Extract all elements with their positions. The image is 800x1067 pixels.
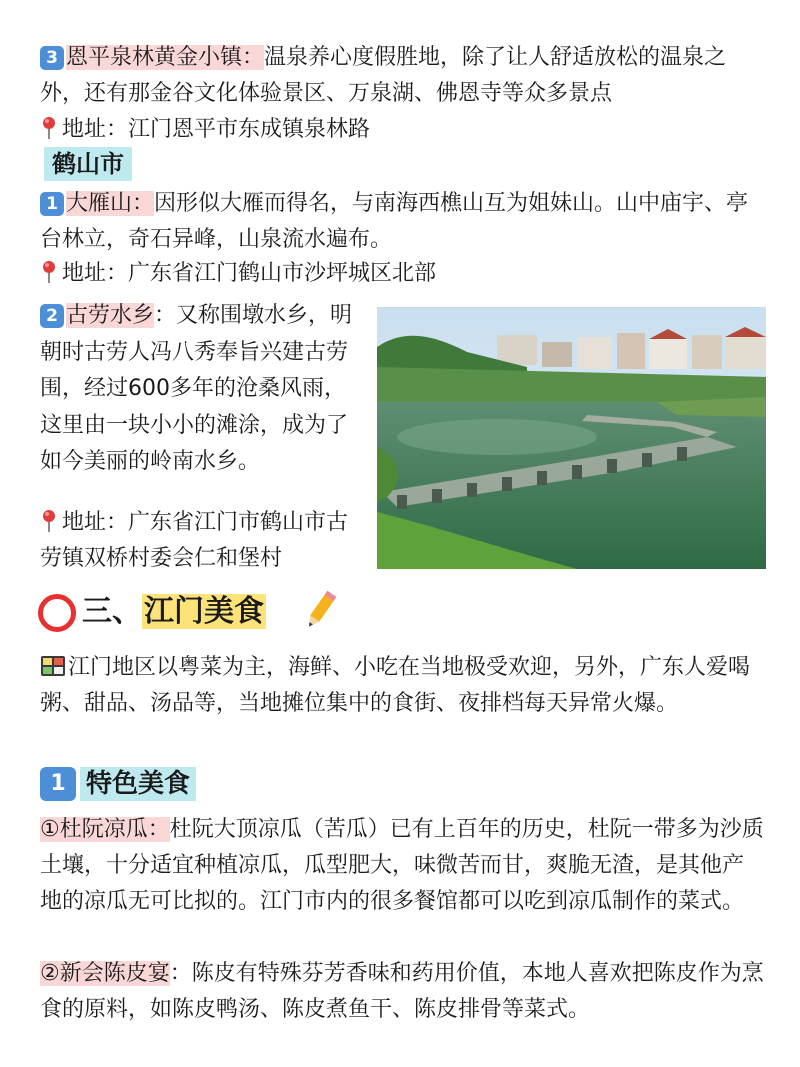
food-item (40, 812, 765, 920)
address-text: 地址：广东省江门市鹤山市古劳镇双桥村委会仁和堡村 (40, 510, 349, 571)
dayan-spot (40, 186, 765, 258)
intro-paragraph (40, 650, 765, 722)
spot-name: 恩平泉林黄金小镇： (66, 45, 265, 70)
food-name: ①杜阮凉瓜： (40, 817, 170, 842)
number-badge: 1 (40, 192, 64, 216)
intro-text: 江门地区以粤菜为主，海鲜、小吃在当地极受欢迎，另外，广东人爱喝粥、甜品、汤品等，当地摊位集中的食街、夜排档每天异常火爆。 (40, 655, 751, 716)
pencil-icon (300, 588, 340, 632)
food-desc: ：陈皮有特殊芬芳香味和药用价值，本地人喜欢把陈皮作为烹食的原料，如陈皮鸭汤、陈皮煮鱼干、陈皮排骨等菜式。 (40, 961, 764, 1022)
location-pin-icon (40, 509, 58, 533)
spot-desc: 因形似大雁而得名，与南海西樵山互为姐妹山。山中庙宇、亭台林立，奇石异峰，山泉流水遍布。 (40, 191, 749, 252)
red-circle-icon (38, 594, 76, 632)
number-badge: 1 (40, 767, 76, 801)
spot-desc: ：又称围墩水乡，明朝时古劳人冯八秀奉旨兴建古劳围，经过600多年的沧桑风雨，这里由一块小小的滩涂，成为了如今美丽的岭南水乡。 (40, 303, 353, 474)
address-text: 地址：广东省江门鹤山市沙坪城区北部 (62, 261, 437, 286)
section-title-text: 江门美食 (144, 594, 264, 629)
section-title (82, 590, 266, 634)
number-badge: 3 (40, 46, 64, 70)
food-item (40, 956, 765, 1028)
address-text: 地址：江门恩平市东成镇泉林路 (62, 117, 371, 142)
sub-heading-label: 特色美食 (80, 767, 196, 801)
location-pin-icon (40, 260, 58, 284)
enping-address (40, 112, 765, 148)
food-desc: 杜阮大顶凉瓜（苦瓜）已有上百年的历史，杜阮一带多为沙质土壤，十分适宜种植凉瓜，瓜型肥大，味微苦而甘，爽脆无渣，是其他产地的凉瓜无可比拟的。江门市内的很多餐馆都可以吃到凉瓜制作的菜式。 (40, 817, 764, 914)
gulao-spot (40, 298, 366, 481)
spot-desc: 温泉养心度假胜地，除了让人舒适放松的温泉之外，还有那金谷文化体验景区、万泉湖、佛恩寺等众多景点 (40, 45, 727, 106)
location-pin-icon (40, 116, 58, 140)
spot-name: 古劳水乡 (66, 303, 155, 328)
water-town-photo (377, 307, 766, 569)
number-badge: 2 (40, 304, 64, 328)
city-heading: 鹤山市 (44, 147, 132, 181)
enping-spot (40, 40, 765, 112)
spot-name: 大雁山： (66, 191, 155, 216)
gulao-address (40, 505, 366, 577)
food-name: ②新会陈皮宴 (40, 961, 170, 986)
bento-box-icon (40, 654, 66, 678)
section-prefix: 三、 (82, 594, 142, 629)
dayan-address (40, 256, 765, 292)
